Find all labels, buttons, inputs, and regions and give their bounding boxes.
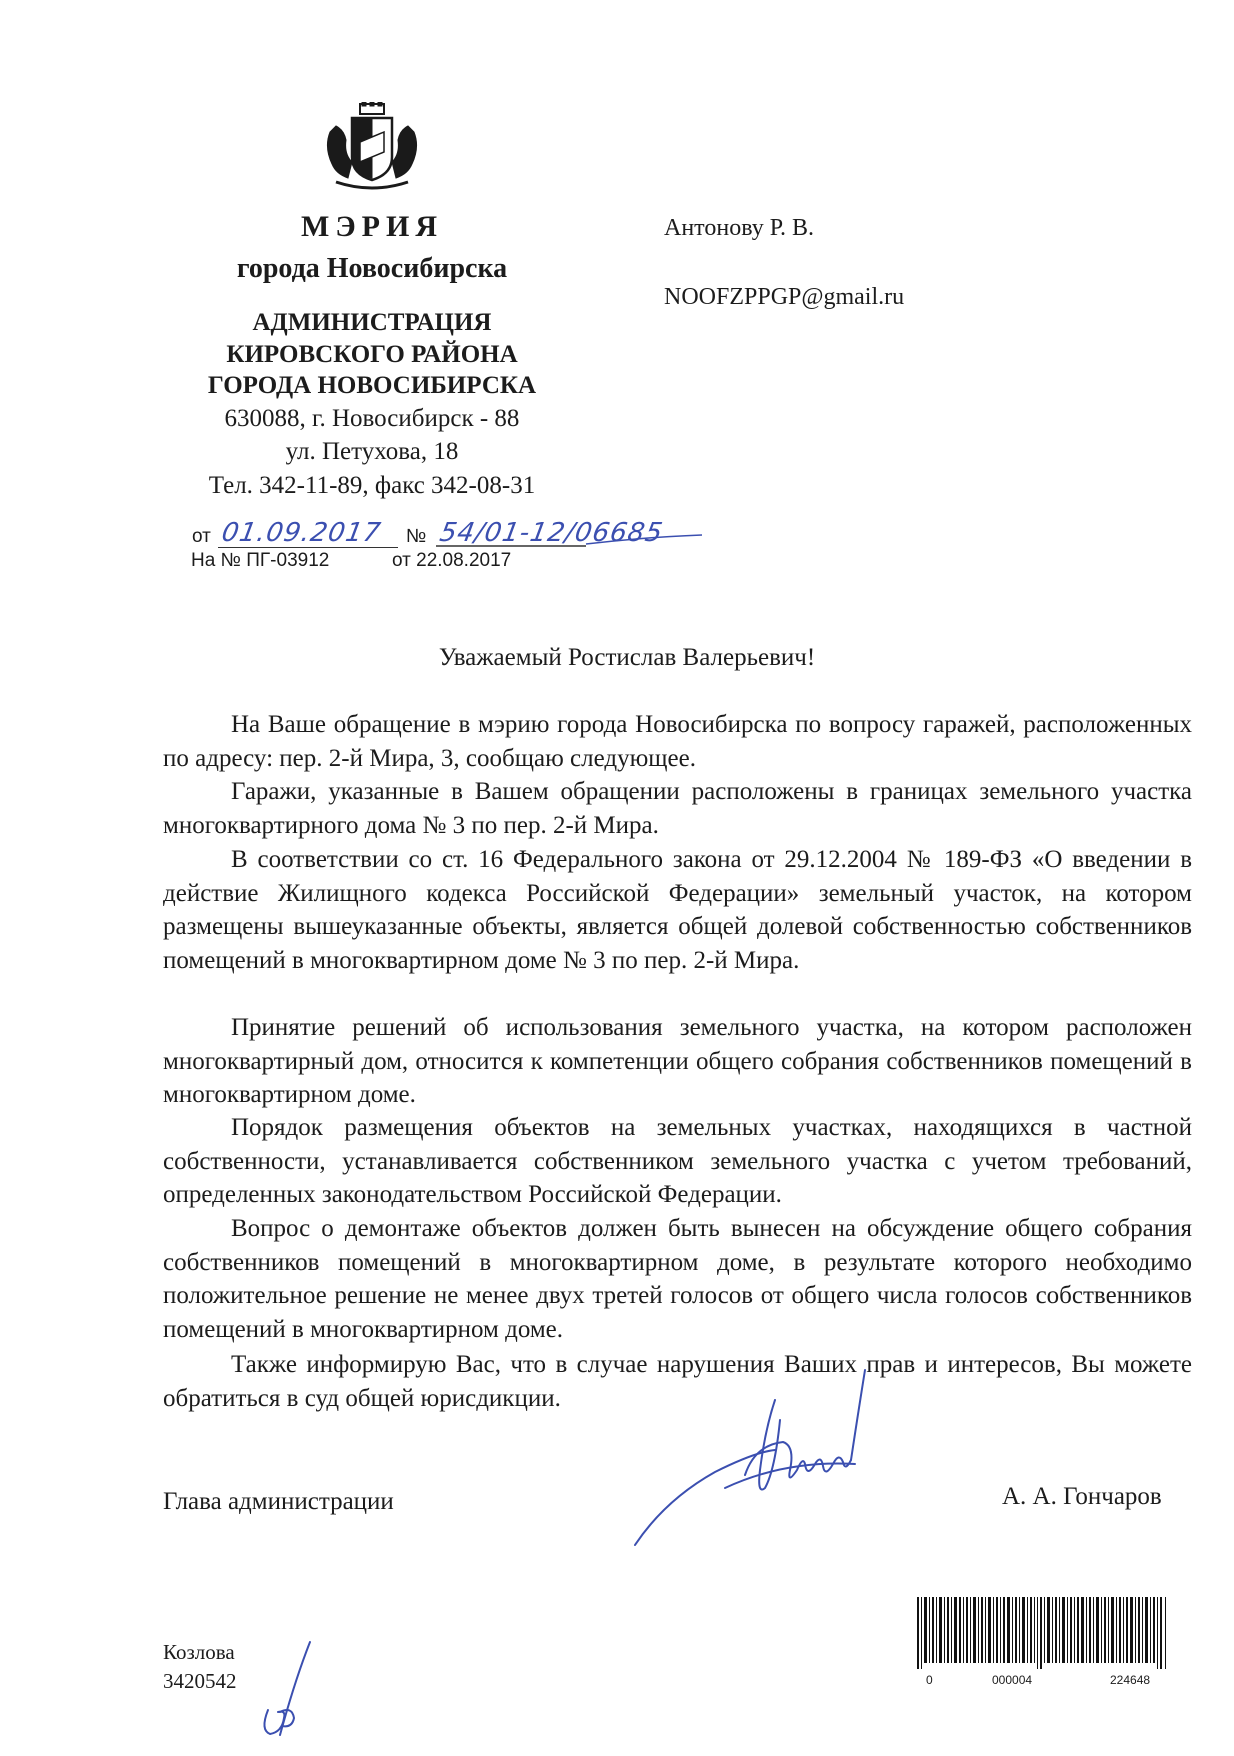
greeting: Уважаемый Ростислав Валерьевич!	[438, 644, 816, 671]
address-line: ул. Петухова, 18	[285, 438, 459, 465]
body-paragraph: Гаражи, указанные в Вашем обращении расположены в границах земельного участка многоквартирного дома № 3 по пер. 2-й Мира.	[163, 778, 1192, 839]
body-paragraph: На Ваше обращение в мэрию города Новосибирска по вопросу гаражей, расположенных по адресу: пер. 2-й Мира, 3, сообщаю следующее.	[163, 711, 1192, 772]
handwritten-date: 01.09.2017	[219, 518, 384, 548]
reply-to-number: На № ПГ-03912	[191, 550, 330, 571]
date-underline	[218, 547, 398, 548]
coat-of-arms-icon	[322, 102, 422, 194]
barcode-digits: 224648	[1110, 1673, 1151, 1687]
number-label: №	[406, 526, 427, 547]
barcode	[915, 1597, 1171, 1675]
admin-line: ГОРОДА НОВОСИБИРСКА	[207, 372, 537, 399]
reply-to-date: от 22.08.2017	[392, 550, 512, 571]
address-line: 630088, г. Новосибирск - 88	[224, 405, 520, 432]
admin-line: АДМИНИСТРАЦИЯ	[252, 309, 492, 336]
handwritten-initials	[250, 1640, 330, 1740]
handwritten-signature	[605, 1360, 875, 1550]
body-paragraph: Принятие решений об использования земельного участка, на котором расположен многоквартирный дом, относится к компетенции общего собрания собственников помещений в многоквартирном доме.	[163, 1014, 1192, 1108]
recipient-email: NOOFZPPGP@gmail.ru	[664, 284, 905, 310]
body-paragraph: Порядок размещения объектов на земельных участках, находящихся в частной собственности, устанавливается собственником земельного участка с учетом требований, определенных законодательством Российской Федерации.	[163, 1114, 1192, 1208]
signer-name: А. А. Гончаров	[1002, 1483, 1162, 1510]
barcode-digits: 0	[926, 1673, 933, 1687]
body-paragraph: Вопрос о демонтаже объектов должен быть вынесен на обсуждение общего собрания собственников помещений в многоквартирном доме, в результате которого необходимо положительное решение не менее двух третей голосов от общего числа голосов собственников помещений в многоквартирном доме.	[163, 1215, 1192, 1343]
handwritten-number: 54/01-12/06685	[437, 518, 666, 548]
body-paragraph: Также информирую Вас, что в случае нарушения Ваших прав и интересов, Вы можете обратиться в суд общей юрисдикции.	[163, 1351, 1192, 1412]
admin-line: КИРОВСКОГО РАЙОНА	[226, 341, 518, 368]
barcode-digits: 000004	[992, 1673, 1033, 1687]
mayoralty-title: МЭРИЯ	[301, 210, 443, 243]
number-underline	[436, 533, 702, 547]
mayoralty-city: города Новосибирска	[236, 253, 508, 284]
executor-name: Козлова	[163, 1640, 235, 1664]
body-paragraph: В соответствии со ст. 16 Федерального закона от 29.12.2004 № 189-ФЗ «О введении в действие Жилищного кодекса Российской Федерации» земельный участок, на котором размещены вышеуказанные объекты, является общей долевой собственностью собственников помещений в многоквартирном доме № 3 по пер. 2-й Мира.	[163, 846, 1192, 974]
recipient-name: Антонову Р. В.	[664, 215, 815, 241]
contact-line: Тел. 342-11-89, факс 342-08-31	[208, 472, 536, 499]
executor-phone: 3420542	[163, 1669, 237, 1693]
date-label: от	[192, 526, 211, 547]
signer-title: Глава администрации	[163, 1488, 394, 1515]
